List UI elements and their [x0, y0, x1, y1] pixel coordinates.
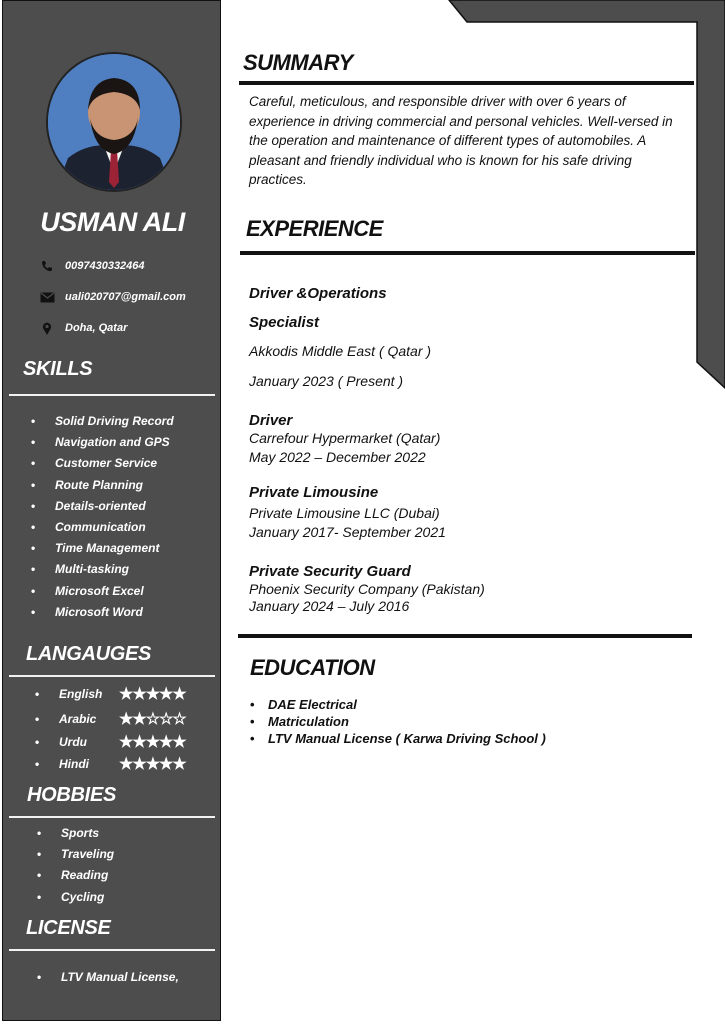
email-contact [39, 290, 186, 304]
license-list [37, 967, 179, 988]
location-contact [39, 321, 127, 335]
rating-stars: ★★★★★ [119, 686, 186, 703]
license-item: • LTV Manual License, [37, 967, 179, 988]
profile-photo [46, 52, 182, 192]
summary-heading: SUMMARY [243, 50, 353, 75]
job-3-title: Private Limousine [249, 484, 379, 501]
email-text: uali020707@gmail.com [65, 291, 186, 303]
education-top-divider [238, 634, 692, 638]
skill-item: • Navigation and GPS [31, 432, 174, 453]
bullet: • [35, 687, 40, 701]
license-heading: LICENSE [26, 917, 111, 939]
skill-item: • Solid Driving Record [31, 411, 174, 432]
hobby-item: • Cycling [37, 887, 114, 908]
envelope-icon [39, 290, 55, 304]
sidebar [2, 0, 221, 1021]
languages-divider [9, 675, 215, 677]
languages-heading: LANGAUGES [26, 643, 152, 665]
bullet: • [35, 735, 40, 749]
language-name: Arabic [59, 712, 97, 726]
job-1-title-line2: Specialist [249, 314, 320, 331]
hobby-item: • Sports [37, 823, 114, 844]
language-row [35, 684, 186, 704]
phone-text: 0097430332464 [65, 260, 145, 272]
skill-item: • Time Management [31, 538, 174, 559]
skills-heading: SKILLS [23, 358, 93, 380]
experience-heading: EXPERIENCE [246, 216, 383, 241]
language-row [35, 732, 186, 752]
hobbies-heading: HOBBIES [27, 784, 117, 806]
language-row [35, 754, 186, 774]
job-2-company: Carrefour Hypermarket (Qatar) [249, 430, 441, 446]
job-2-dates: May 2022 – December 2022 [249, 449, 426, 465]
bullet: • [35, 712, 40, 726]
rating-stars: ★★★★★ [119, 734, 186, 751]
skills-divider [9, 394, 215, 396]
job-1-dates: January 2023 ( Present ) [249, 373, 404, 389]
language-row [35, 709, 186, 729]
phone-contact [39, 259, 145, 273]
language-name: English [59, 687, 103, 701]
skill-item: • Microsoft Word [31, 602, 174, 623]
language-name: Hindi [59, 757, 89, 771]
job-1-title-line1: Driver &Operations [249, 285, 387, 302]
location-text: Doha, Qatar [65, 322, 128, 334]
skills-list [31, 411, 174, 623]
summary-divider [239, 81, 694, 85]
education-heading: EDUCATION [250, 655, 375, 680]
education-item: • DAE Electrical [250, 696, 546, 713]
skill-item: • Customer Service [31, 453, 174, 474]
rating-stars: ★★★★★ [119, 756, 186, 773]
job-4-dates: January 2024 – July 2016 [249, 598, 410, 614]
job-3-company: Private Limousine LLC (Dubai) [249, 505, 440, 521]
education-item: • LTV Manual License ( Karwa Driving School ) [250, 730, 546, 747]
job-2-title: Driver [249, 412, 293, 429]
hobby-item: • Traveling [37, 844, 114, 865]
job-1-company: Akkodis Middle East ( Qatar ) [249, 343, 432, 359]
skill-item: • Communication [31, 517, 174, 538]
rating-stars: ★★☆☆☆ [119, 711, 186, 728]
summary-text: Careful, meticulous, and responsible driver with over 6 years of experience in driving commercial and personal vehicles. Well-versed in the operation and maintenance of different types of automobiles. A pleasant and friendly individual who is known for his safe driving practices. [249, 94, 673, 187]
experience-divider [240, 251, 695, 255]
hobbies-list [37, 823, 114, 908]
license-divider [9, 949, 215, 951]
job-4-company: Phoenix Security Company (Pakistan) [249, 581, 485, 597]
bullet: • [35, 757, 40, 771]
skill-item: • Microsoft Excel [31, 581, 174, 602]
candidate-name: USMAN ALI [40, 207, 185, 237]
hobby-item: • Reading [37, 865, 114, 886]
hobbies-divider [9, 816, 215, 818]
education-item: • Matriculation [250, 713, 546, 730]
skill-item: • Multi-tasking [31, 559, 174, 580]
language-name: Urdu [59, 735, 87, 749]
skill-item: • Details-oriented [31, 496, 174, 517]
job-3-dates: January 2017- September 2021 [249, 524, 446, 540]
location-pin-icon [39, 321, 55, 335]
skill-item: • Route Planning [31, 475, 174, 496]
job-4-title: Private Security Guard [249, 563, 411, 580]
phone-icon [39, 259, 55, 273]
education-list [250, 696, 546, 747]
